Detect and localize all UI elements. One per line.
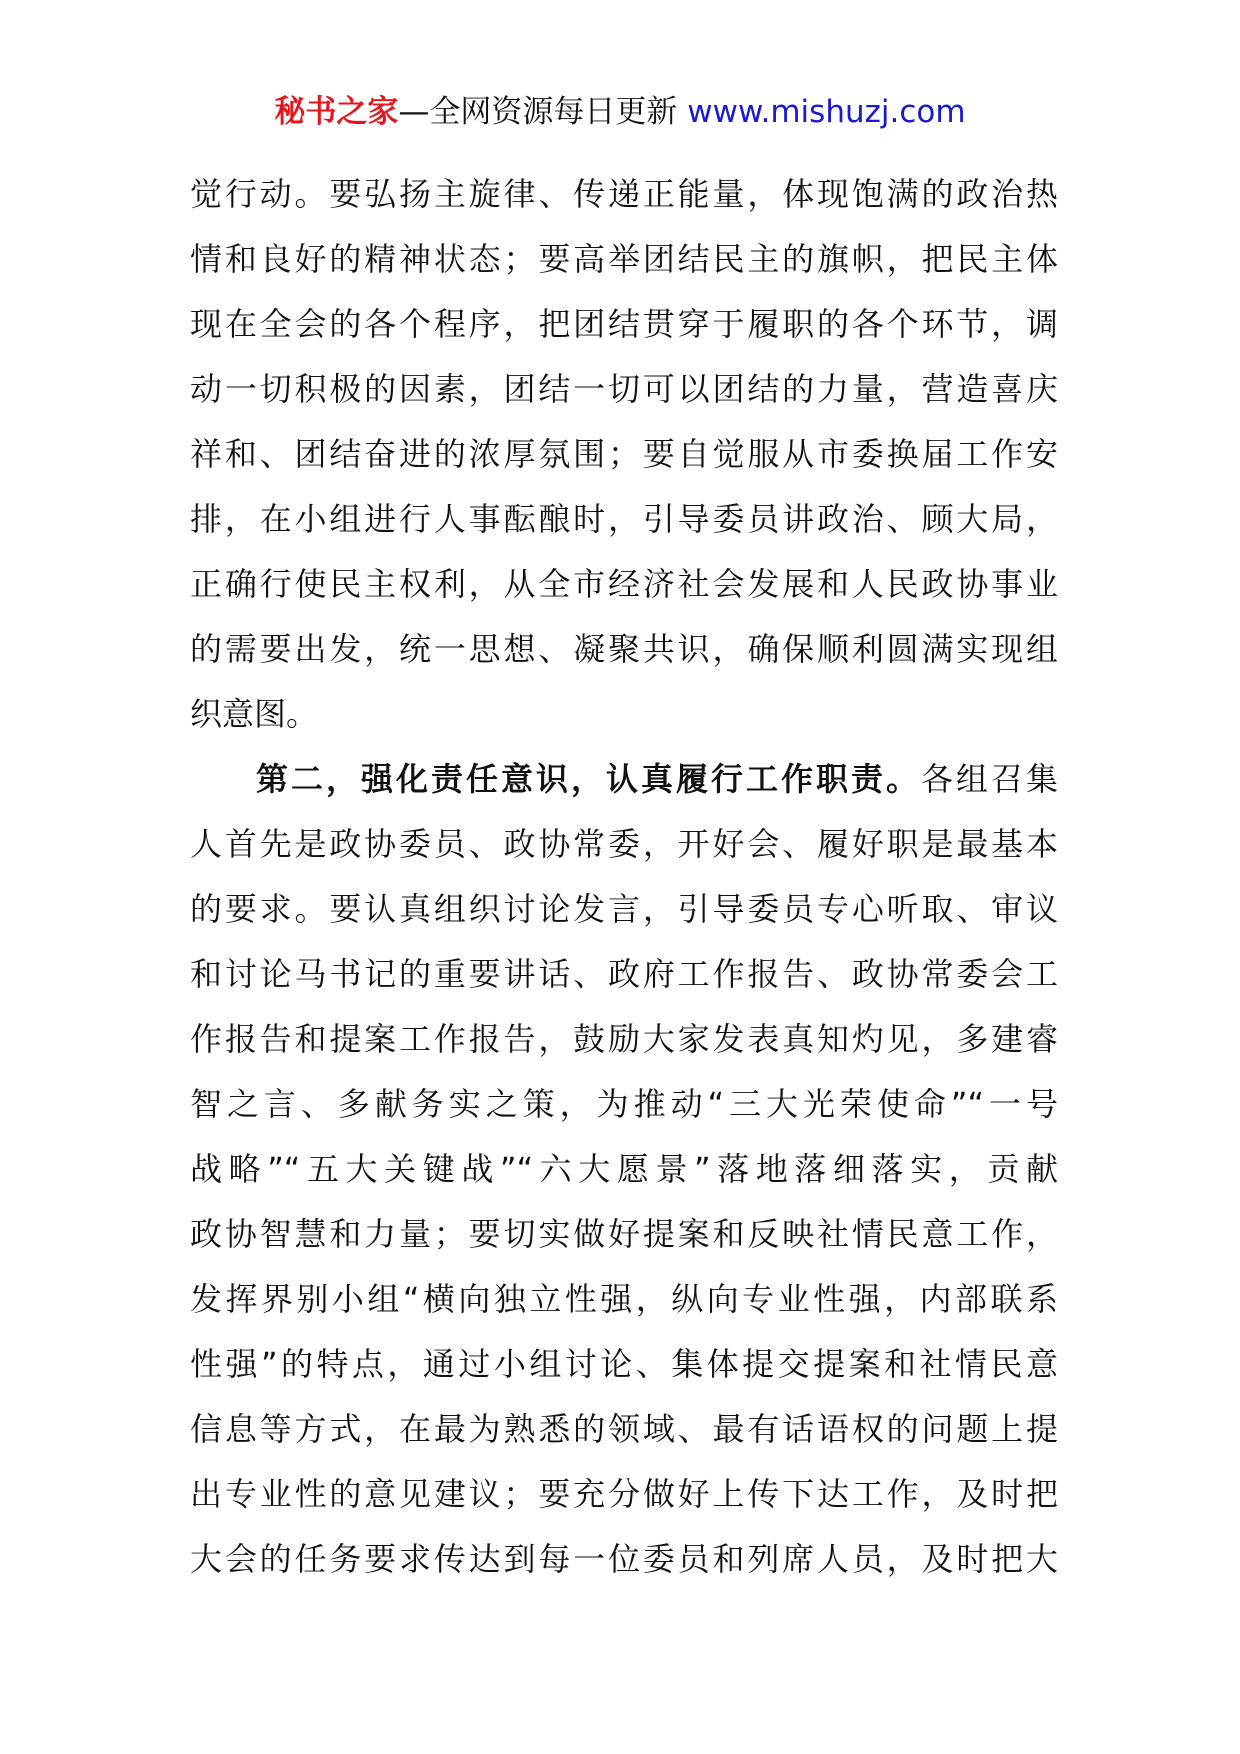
document-body (190, 162, 1058, 1592)
text-line: 战略”“五大关键战”“六大愿景”落地落细落实，贡献 (190, 1150, 1058, 1188)
section-lead-heading: 第二，强化责任意识，认真履行工作职责。 (256, 760, 921, 798)
text-line: 政协智慧和力量；要切实做好提案和反映社情民意工作， (190, 1215, 1058, 1253)
text-line: 排，在小组进行人事酝酿时，引导委员讲政治、顾大局， (190, 500, 1058, 538)
text-line: 发挥界别小组“横向独立性强，纵向专业性强，内部联系 (190, 1280, 1058, 1318)
paragraph-2-first-line (190, 747, 1058, 812)
paragraph-1 (190, 162, 1058, 747)
brand-tagline: —全网资源每日更新 (398, 94, 688, 130)
site-url: www.mishuzj.com (687, 94, 966, 130)
text-line: 正确行使民主权利，从全市经济社会发展和人民政协事业 (190, 565, 1058, 603)
text-line: 作报告和提案工作报告，鼓励大家发表真知灼见，多建睿 (190, 1020, 1058, 1058)
text-line: 现在全会的各个程序，把团结贯穿于履职的各个环节，调 (190, 305, 1058, 343)
text-line: 智之言、多献务实之策，为推动“三大光荣使命”“一号 (190, 1085, 1058, 1123)
text-line: 祥和、团结奋进的浓厚氛围；要自觉服从市委换届工作安 (190, 435, 1058, 473)
text-line: 人首先是政协委员、政协常委，开好会、履好职是最基本 (190, 825, 1058, 863)
paragraph-2 (190, 747, 1058, 1592)
text-line: 出专业性的意见建议；要充分做好上传下达工作，及时把 (190, 1475, 1058, 1513)
text-line: 的需要出发，统一思想、凝聚共识，确保顺利圆满实现组 (190, 630, 1058, 668)
site-watermark-header (0, 92, 1240, 132)
text-line: 织意图。 (190, 695, 319, 733)
text-line: 动一切积极的因素，团结一切可以团结的力量，营造喜庆 (190, 370, 1058, 408)
text-line: 信息等方式，在最为熟悉的领域、最有话语权的问题上提 (190, 1410, 1058, 1448)
text-fragment: 各组召集 (920, 760, 1058, 798)
text-line: 的要求。要认真组织讨论发言，引导委员专心听取、审议 (190, 890, 1058, 928)
text-line: 性强”的特点，通过小组讨论、集体提交提案和社情民意 (190, 1345, 1058, 1383)
text-line: 大会的任务要求传达到每一位委员和列席人员，及时把大 (190, 1540, 1058, 1578)
text-line: 和讨论马书记的重要讲话、政府工作报告、政协常委会工 (190, 955, 1058, 993)
text-line: 情和良好的精神状态；要高举团结民主的旗帜，把民主体 (190, 240, 1058, 278)
brand-name: 秘书之家 (274, 94, 399, 130)
text-line: 觉行动。要弘扬主旋律、传递正能量，体现饱满的政治热 (190, 175, 1058, 213)
